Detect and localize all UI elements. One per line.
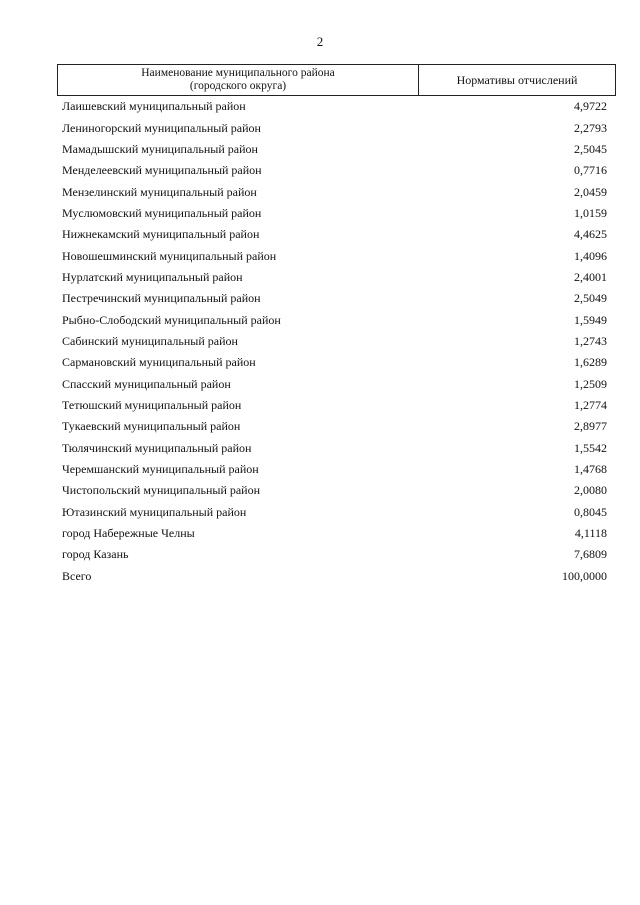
row-value: 2,2793 [574,120,607,135]
table-row [57,459,616,480]
header-name-line2: (городского округа) [189,80,287,92]
row-value: 2,0459 [574,184,607,199]
row-value: 7,6809 [574,547,607,562]
header-value-column: Нормативы отчислений [456,72,578,87]
row-value: 2,5045 [574,141,607,156]
header-name-column [58,65,419,95]
row-name: город Набережные Челны [62,526,195,541]
row-name: Мензелинский муниципальный район [62,184,257,199]
row-name: Спасский муниципальный район [62,376,231,391]
row-name: Чистопольский муниципальный район [62,483,261,498]
row-value: 2,4001 [574,269,607,284]
table-row [57,139,616,160]
table-body [57,96,616,587]
row-value: 1,2774 [574,397,607,412]
row-value: 0,7716 [574,163,607,178]
table-row [57,267,616,288]
row-name: Всего [62,568,92,583]
table-header [57,64,616,96]
table-row [57,181,616,202]
row-name: Тетюшский муниципальный район [62,397,242,412]
table-row [57,416,616,437]
table-row [57,117,616,138]
table-row [57,523,616,544]
row-value: 1,4768 [574,462,607,477]
table-row [57,309,616,330]
table-row [57,245,616,266]
table-row [57,331,616,352]
table-row [57,502,616,523]
table-row [57,480,616,501]
row-value: 4,1118 [574,526,607,541]
row-value: 1,0159 [574,205,607,220]
row-name: Тюлячинский муниципальный район [62,440,252,455]
row-name: Муслюмовский муниципальный район [62,205,262,220]
table-row [57,288,616,309]
row-name: Ютазинский муниципальный район [62,504,247,519]
row-name: Сабинский муниципальный район [62,333,238,348]
table-row [57,395,616,416]
row-value: 1,2743 [574,333,607,348]
row-value: 4,9722 [574,99,607,114]
row-name: Лаишевский муниципальный район [62,99,246,114]
header-name-line1: Наименование муниципального района [141,67,335,79]
page-number: 2 [316,34,324,49]
row-value: 1,4096 [574,248,607,263]
row-value: 0,8045 [574,504,607,519]
row-name: Нурлатский муниципальный район [62,269,243,284]
row-name: Сармановский муниципальный район [62,355,256,370]
table-row [57,96,616,117]
allocation-table [57,64,616,587]
table-row [57,438,616,459]
table-row [57,160,616,181]
row-name: Мамадышский муниципальный район [62,141,258,156]
table-row [57,352,616,373]
row-value: 1,5542 [574,440,607,455]
row-value: 1,5949 [574,312,607,327]
row-value: 1,2509 [574,376,607,391]
row-value: 4,4625 [574,227,607,242]
table-row [57,566,616,587]
row-name: Нижнекамский муниципальный район [62,227,260,242]
row-name: Черемшанский муниципальный район [62,462,259,477]
row-name: город Казань [62,547,129,562]
row-value: 2,5049 [574,291,607,306]
table-row [57,224,616,245]
table-row [57,373,616,394]
table-row [57,203,616,224]
table-row [57,544,616,565]
row-value: 1,6289 [574,355,607,370]
row-value: 100,0000 [562,568,607,583]
row-name: Новошешминский муниципальный район [62,248,277,263]
row-name: Пестречинский муниципальный район [62,291,261,306]
row-value: 2,0080 [574,483,607,498]
row-name: Тукаевский муниципальный район [62,419,241,434]
row-name: Рыбно-Слободский муниципальный район [62,312,281,327]
row-value: 2,8977 [574,419,607,434]
row-name: Лениногорский муниципальный район [62,120,261,135]
row-name: Менделеевский муниципальный район [62,163,262,178]
